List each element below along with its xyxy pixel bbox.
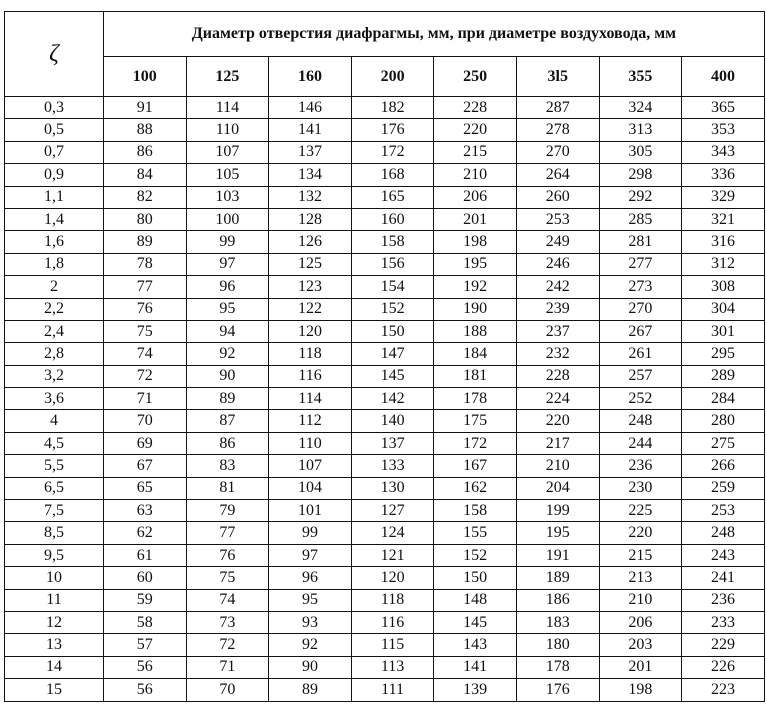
diameter-cell: 248 (599, 410, 682, 432)
zeta-cell: 14 (5, 656, 104, 678)
diameter-cell: 280 (682, 410, 765, 432)
diameter-cell: 111 (351, 679, 434, 701)
diameter-cell: 278 (516, 119, 599, 141)
diameter-cell: 203 (599, 634, 682, 656)
table-row (5, 634, 765, 656)
table-row (5, 320, 765, 342)
diameter-cell: 99 (186, 231, 269, 253)
table-row (5, 208, 765, 230)
diameter-cell: 139 (434, 679, 517, 701)
diameter-cell: 92 (269, 634, 352, 656)
column-header-diameter: 100 (104, 57, 187, 97)
diameter-cell: 75 (104, 320, 187, 342)
table-row (5, 544, 765, 566)
diameter-cell: 189 (516, 567, 599, 589)
header-row-group (5, 12, 765, 57)
zeta-cell: 2 (5, 276, 104, 298)
diameter-cell: 253 (516, 208, 599, 230)
column-header-diameter: 125 (186, 57, 269, 97)
diameter-cell: 72 (104, 365, 187, 387)
zeta-cell: 3,2 (5, 365, 104, 387)
table-row (5, 231, 765, 253)
table-body (5, 97, 765, 702)
zeta-cell: 1,4 (5, 208, 104, 230)
diameter-cell: 80 (104, 208, 187, 230)
zeta-cell: 4,5 (5, 432, 104, 454)
diameter-cell: 88 (104, 119, 187, 141)
diameter-cell: 257 (599, 365, 682, 387)
diameter-cell: 79 (186, 500, 269, 522)
table-row (5, 164, 765, 186)
diameter-cell: 246 (516, 253, 599, 275)
diameter-cell: 126 (269, 231, 352, 253)
zeta-cell: 0,3 (5, 97, 104, 119)
diameter-cell: 92 (186, 343, 269, 365)
table-row (5, 611, 765, 633)
diameter-cell: 142 (351, 388, 434, 410)
diameter-cell: 60 (104, 567, 187, 589)
diameter-cell: 275 (682, 432, 765, 454)
diameter-cell: 253 (682, 500, 765, 522)
diameter-cell: 158 (434, 500, 517, 522)
table-row (5, 477, 765, 499)
diameter-cell: 140 (351, 410, 434, 432)
table-row (5, 253, 765, 275)
column-header-diameter: 250 (434, 57, 517, 97)
table-row (5, 432, 765, 454)
table-row (5, 500, 765, 522)
diameter-cell: 76 (104, 298, 187, 320)
diameter-cell: 226 (682, 656, 765, 678)
table-row (5, 567, 765, 589)
diameter-cell: 252 (599, 388, 682, 410)
diameter-cell: 100 (186, 208, 269, 230)
diameter-cell: 143 (434, 634, 517, 656)
diameter-cell: 56 (104, 656, 187, 678)
column-header-diameter: 400 (682, 57, 765, 97)
diameter-cell: 81 (186, 477, 269, 499)
diameter-cell: 281 (599, 231, 682, 253)
zeta-cell: 1,1 (5, 186, 104, 208)
diameter-cell: 128 (269, 208, 352, 230)
diameter-cell: 154 (351, 276, 434, 298)
diameter-cell: 133 (351, 455, 434, 477)
zeta-cell: 1,8 (5, 253, 104, 275)
table-row (5, 298, 765, 320)
diameter-cell: 295 (682, 343, 765, 365)
diameter-cell: 95 (186, 298, 269, 320)
diameter-cell: 123 (269, 276, 352, 298)
table-row (5, 119, 765, 141)
diameter-cell: 78 (104, 253, 187, 275)
diameter-cell: 75 (186, 567, 269, 589)
diameter-cell: 118 (351, 589, 434, 611)
diameter-cell: 184 (434, 343, 517, 365)
diameter-cell: 232 (516, 343, 599, 365)
diameter-cell: 127 (351, 500, 434, 522)
diameter-cell: 336 (682, 164, 765, 186)
table-row (5, 97, 765, 119)
diameter-cell: 87 (186, 410, 269, 432)
diameter-cell: 110 (186, 119, 269, 141)
diameter-cell: 76 (186, 544, 269, 566)
diameter-cell: 217 (516, 432, 599, 454)
table-row (5, 589, 765, 611)
diameter-cell: 248 (682, 522, 765, 544)
diameter-cell: 236 (682, 589, 765, 611)
diameter-cell: 261 (599, 343, 682, 365)
diameter-cell: 285 (599, 208, 682, 230)
table-row (5, 656, 765, 678)
diameter-cell: 172 (351, 141, 434, 163)
diameter-cell: 74 (104, 343, 187, 365)
diameter-cell: 277 (599, 253, 682, 275)
diameter-cell: 266 (682, 455, 765, 477)
diameter-cell: 162 (434, 477, 517, 499)
diameter-cell: 301 (682, 320, 765, 342)
zeta-cell: 4 (5, 410, 104, 432)
diameter-cell: 137 (351, 432, 434, 454)
diameter-cell: 116 (269, 365, 352, 387)
diameter-cell: 284 (682, 388, 765, 410)
diameter-cell: 178 (516, 656, 599, 678)
diameter-cell: 264 (516, 164, 599, 186)
diameter-cell: 312 (682, 253, 765, 275)
diameter-cell: 210 (434, 164, 517, 186)
diameter-cell: 67 (104, 455, 187, 477)
diameter-cell: 220 (434, 119, 517, 141)
diameter-cell: 259 (682, 477, 765, 499)
diameter-cell: 175 (434, 410, 517, 432)
diameter-cell: 183 (516, 611, 599, 633)
diameter-cell: 213 (599, 567, 682, 589)
zeta-cell: 0,7 (5, 141, 104, 163)
diameter-cell: 225 (599, 500, 682, 522)
diameter-cell: 201 (434, 208, 517, 230)
diameter-cell: 110 (269, 432, 352, 454)
diaphragm-diameter-table (4, 11, 765, 702)
zeta-cell: 2,2 (5, 298, 104, 320)
diameter-cell: 77 (104, 276, 187, 298)
zeta-cell: 7,5 (5, 500, 104, 522)
diameter-cell: 289 (682, 365, 765, 387)
diameter-cell: 176 (351, 119, 434, 141)
diameter-cell: 145 (351, 365, 434, 387)
diameter-cell: 178 (434, 388, 517, 410)
table-row (5, 186, 765, 208)
diameter-cell: 204 (516, 477, 599, 499)
zeta-cell: 12 (5, 611, 104, 633)
diameter-cell: 329 (682, 186, 765, 208)
diameter-cell: 120 (269, 320, 352, 342)
diameter-cell: 324 (599, 97, 682, 119)
column-header-diameter: 160 (269, 57, 352, 97)
zeta-cell: 8,5 (5, 522, 104, 544)
column-header-diameter: 200 (351, 57, 434, 97)
diameter-cell: 86 (104, 141, 187, 163)
diameter-cell: 308 (682, 276, 765, 298)
diameter-cell: 122 (269, 298, 352, 320)
diameter-cell: 228 (434, 97, 517, 119)
diameter-cell: 105 (186, 164, 269, 186)
diameter-cell: 146 (269, 97, 352, 119)
diameter-cell: 120 (351, 567, 434, 589)
table-row (5, 679, 765, 701)
diameter-cell: 215 (434, 141, 517, 163)
diameter-cell: 93 (269, 611, 352, 633)
column-header-diameter: 3l5 (516, 57, 599, 97)
diameter-cell: 99 (269, 522, 352, 544)
diameter-cell: 158 (351, 231, 434, 253)
diameter-cell: 62 (104, 522, 187, 544)
diameter-cell: 244 (599, 432, 682, 454)
diameter-cell: 172 (434, 432, 517, 454)
diameter-cell: 113 (351, 656, 434, 678)
diameter-cell: 141 (434, 656, 517, 678)
zeta-cell: 1,6 (5, 231, 104, 253)
diameter-cell: 267 (599, 320, 682, 342)
diameter-cell: 74 (186, 589, 269, 611)
diameter-cell: 180 (516, 634, 599, 656)
diameter-cell: 210 (599, 589, 682, 611)
diameter-cell: 190 (434, 298, 517, 320)
zeta-cell: 13 (5, 634, 104, 656)
diameter-cell: 273 (599, 276, 682, 298)
zeta-cell: 9,5 (5, 544, 104, 566)
diameter-cell: 192 (434, 276, 517, 298)
table-row (5, 276, 765, 298)
diameter-cell: 233 (682, 611, 765, 633)
diameter-cell: 181 (434, 365, 517, 387)
diameter-cell: 241 (682, 567, 765, 589)
diameter-cell: 91 (104, 97, 187, 119)
diameter-cell: 84 (104, 164, 187, 186)
diameter-cell: 107 (186, 141, 269, 163)
diameter-cell: 103 (186, 186, 269, 208)
diameter-cell: 152 (351, 298, 434, 320)
diameter-cell: 206 (599, 611, 682, 633)
diameter-cell: 141 (269, 119, 352, 141)
diameter-cell: 112 (269, 410, 352, 432)
diameter-cell: 121 (351, 544, 434, 566)
diameter-cell: 223 (682, 679, 765, 701)
diameter-cell: 63 (104, 500, 187, 522)
diameter-cell: 191 (516, 544, 599, 566)
zeta-cell: 2,4 (5, 320, 104, 342)
table-row (5, 410, 765, 432)
diameter-cell: 97 (269, 544, 352, 566)
diameter-cell: 114 (186, 97, 269, 119)
diameter-cell: 125 (269, 253, 352, 275)
diameter-cell: 124 (351, 522, 434, 544)
diameter-cell: 167 (434, 455, 517, 477)
diameter-cell: 220 (599, 522, 682, 544)
diameter-cell: 116 (351, 611, 434, 633)
diameter-cell: 56 (104, 679, 187, 701)
diameter-cell: 305 (599, 141, 682, 163)
diameter-cell: 237 (516, 320, 599, 342)
zeta-cell: 0,5 (5, 119, 104, 141)
table-row (5, 522, 765, 544)
diameter-cell: 89 (269, 679, 352, 701)
diameter-cell: 270 (516, 141, 599, 163)
zeta-cell: 2,8 (5, 343, 104, 365)
zeta-column-header: ζ (5, 12, 104, 97)
diameter-cell: 86 (186, 432, 269, 454)
diameter-cell: 195 (434, 253, 517, 275)
diameter-cell: 150 (351, 320, 434, 342)
header-row-diameters (5, 57, 765, 97)
diameter-cell: 150 (434, 567, 517, 589)
diameter-cell: 156 (351, 253, 434, 275)
diameter-cell: 71 (186, 656, 269, 678)
diameter-cell: 365 (682, 97, 765, 119)
diameter-cell: 239 (516, 298, 599, 320)
diameter-cell: 114 (269, 388, 352, 410)
diameter-cell: 89 (186, 388, 269, 410)
diameter-cell: 96 (269, 567, 352, 589)
table-row (5, 365, 765, 387)
diameter-cell: 77 (186, 522, 269, 544)
group-header: Диаметр отверстия диафрагмы, мм, при диаметре воздуховода, мм (104, 12, 765, 57)
diameter-cell: 73 (186, 611, 269, 633)
diameter-cell: 168 (351, 164, 434, 186)
diameter-cell: 304 (682, 298, 765, 320)
diameter-cell: 270 (599, 298, 682, 320)
diameter-cell: 61 (104, 544, 187, 566)
diameter-cell: 82 (104, 186, 187, 208)
table-row (5, 455, 765, 477)
diameter-cell: 59 (104, 589, 187, 611)
diameter-cell: 115 (351, 634, 434, 656)
diameter-cell: 215 (599, 544, 682, 566)
diameter-cell: 210 (516, 455, 599, 477)
diameter-cell: 228 (516, 365, 599, 387)
diameter-cell: 186 (516, 589, 599, 611)
diameter-cell: 249 (516, 231, 599, 253)
table-row (5, 388, 765, 410)
diameter-cell: 292 (599, 186, 682, 208)
zeta-cell: 15 (5, 679, 104, 701)
diameter-cell: 71 (104, 388, 187, 410)
diameter-cell: 230 (599, 477, 682, 499)
diameter-cell: 70 (104, 410, 187, 432)
diameter-cell: 182 (351, 97, 434, 119)
zeta-cell: 0,9 (5, 164, 104, 186)
diameter-cell: 107 (269, 455, 352, 477)
diameter-cell: 242 (516, 276, 599, 298)
diameter-cell: 89 (104, 231, 187, 253)
diameter-cell: 298 (599, 164, 682, 186)
diameter-cell: 353 (682, 119, 765, 141)
diameter-cell: 148 (434, 589, 517, 611)
diameter-cell: 134 (269, 164, 352, 186)
diameter-cell: 70 (186, 679, 269, 701)
diameter-cell: 90 (186, 365, 269, 387)
diameter-cell: 243 (682, 544, 765, 566)
diameter-cell: 65 (104, 477, 187, 499)
diameter-cell: 132 (269, 186, 352, 208)
diameter-cell: 188 (434, 320, 517, 342)
diameter-cell: 195 (516, 522, 599, 544)
diameter-cell: 152 (434, 544, 517, 566)
diameter-cell: 118 (269, 343, 352, 365)
diameter-cell: 137 (269, 141, 352, 163)
diameter-cell: 160 (351, 208, 434, 230)
diameter-cell: 165 (351, 186, 434, 208)
column-header-diameter: 355 (599, 57, 682, 97)
zeta-cell: 3,6 (5, 388, 104, 410)
diameter-cell: 97 (186, 253, 269, 275)
diameter-cell: 199 (516, 500, 599, 522)
zeta-cell: 6,5 (5, 477, 104, 499)
diameter-cell: 224 (516, 388, 599, 410)
table-row (5, 141, 765, 163)
diameter-cell: 198 (434, 231, 517, 253)
diameter-cell: 260 (516, 186, 599, 208)
diameter-cell: 90 (269, 656, 352, 678)
diameter-cell: 72 (186, 634, 269, 656)
diameter-cell: 220 (516, 410, 599, 432)
diameter-cell: 229 (682, 634, 765, 656)
diameter-cell: 313 (599, 119, 682, 141)
diameter-cell: 287 (516, 97, 599, 119)
diameter-cell: 69 (104, 432, 187, 454)
diameter-cell: 104 (269, 477, 352, 499)
table-row (5, 343, 765, 365)
diameter-cell: 147 (351, 343, 434, 365)
diameter-cell: 201 (599, 656, 682, 678)
diameter-cell: 155 (434, 522, 517, 544)
diameter-cell: 206 (434, 186, 517, 208)
diameter-cell: 198 (599, 679, 682, 701)
diameter-cell: 176 (516, 679, 599, 701)
diameter-cell: 94 (186, 320, 269, 342)
diameter-cell: 343 (682, 141, 765, 163)
diameter-cell: 321 (682, 208, 765, 230)
diameter-cell: 101 (269, 500, 352, 522)
zeta-cell: 11 (5, 589, 104, 611)
zeta-cell: 5,5 (5, 455, 104, 477)
diameter-cell: 130 (351, 477, 434, 499)
diameter-cell: 236 (599, 455, 682, 477)
diameter-cell: 96 (186, 276, 269, 298)
zeta-cell: 10 (5, 567, 104, 589)
diameter-cell: 57 (104, 634, 187, 656)
diameter-cell: 83 (186, 455, 269, 477)
diameter-cell: 95 (269, 589, 352, 611)
diameter-cell: 58 (104, 611, 187, 633)
diameter-cell: 316 (682, 231, 765, 253)
diameter-cell: 145 (434, 611, 517, 633)
